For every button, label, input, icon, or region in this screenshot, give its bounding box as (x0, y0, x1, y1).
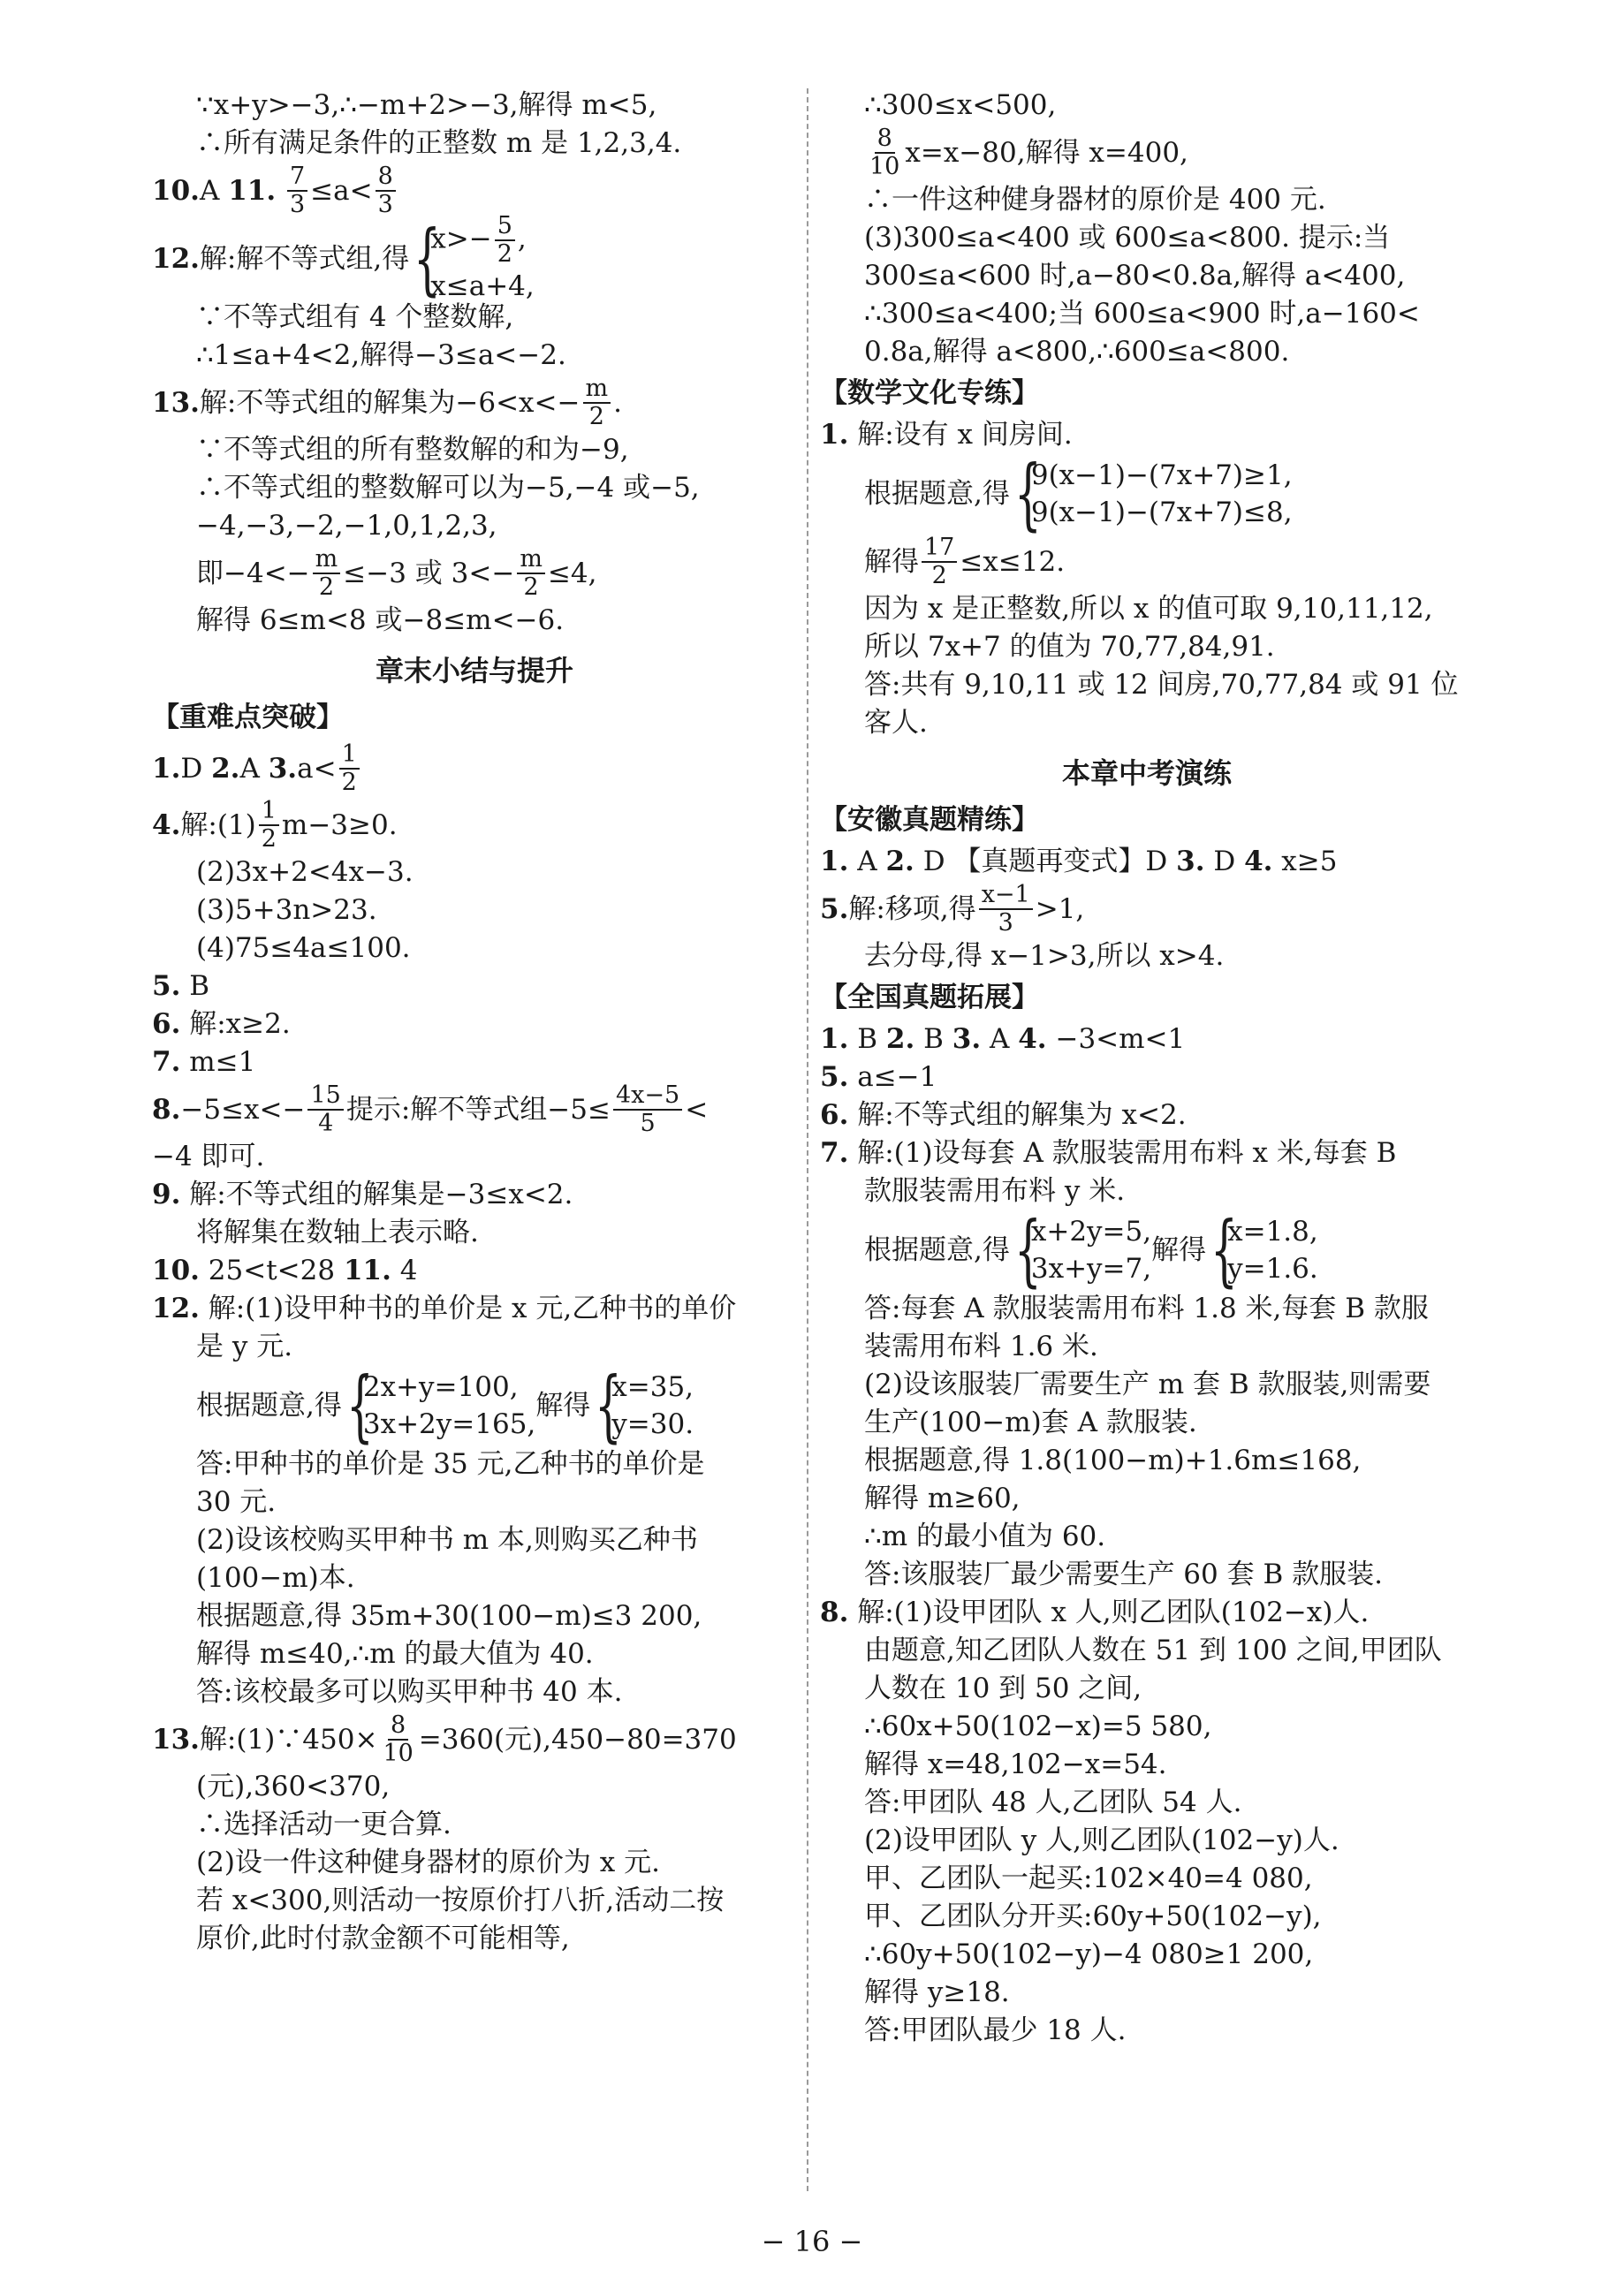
question-number: 1. (152, 752, 181, 785)
text-line: 30 元. (196, 1486, 277, 1518)
fraction: $\frac{m}{2}$ (517, 546, 545, 601)
answer-9: 9. 解:不等式组的解集是−3≤x<2. (152, 1179, 573, 1210)
text-line: 根据题意,得 35m+30(100−m)≤3 200, (196, 1600, 702, 1632)
answer-text: 解:解不等式组,得 (199, 242, 410, 275)
text-line: 解得 6≤m<8 或−8≤m<−6. (196, 604, 565, 636)
text-line: 答:甲团队 48 人,乙团队 54 人. (864, 1787, 1242, 1818)
answer-13b: 13. 解:(1)∵450× $\frac{8}{10}$ =360(元),450−80=370 (152, 1711, 737, 1767)
text-line: ∴不等式组的整数解可以为−5,−4 或−5, (196, 472, 700, 504)
text-line: 原价,此时付款金额不可能相等, (196, 1923, 570, 1954)
text-line: 解得 m≥60, (864, 1483, 1021, 1514)
text-line: (3)300≤a<400 或 600≤a<800. 提示:当 (864, 222, 1391, 254)
text-line: 装需用布料 1.6 米. (864, 1331, 1098, 1362)
text-line: 答:共有 9,10,11 或 12 间房,70,77,84 或 91 位 (864, 669, 1459, 701)
answer-8: 8. −5≤x<− $\frac{15}{4}$ 提示:解不等式组−5≤ $\frac{4x-5}{5}$ < (152, 1081, 709, 1137)
fraction: $\frac{4x-5}{5}$ (613, 1082, 682, 1137)
section-title: 章末小结与提升 (375, 654, 573, 687)
text-line: ∴60y+50(102−y)−4 080≥1 200, (864, 1938, 1314, 1970)
equation-system: { 9(x−1)−(7x+7)≥1, 9(x−1)−(7x+7)≤8, (1013, 448, 1293, 539)
fraction: $\frac{m}{2}$ (313, 546, 341, 601)
fraction: $\frac{8}{10}$ (869, 125, 900, 180)
text-line: (2)设该服装厂需要生产 m 套 B 款服装,则需要 (864, 1369, 1431, 1400)
text-line: 款服装需用布料 y 米. (864, 1175, 1126, 1207)
text-line: 答:甲种书的单价是 35 元,乙种书的单价是 (196, 1448, 705, 1480)
text-line: ∴所有满足条件的正整数 m 是 1,2,3,4. (196, 127, 682, 159)
equation-line: 根据题意,得 { 9(x−1)−(7x+7)≥1, 9(x−1)−(7x+7)≤8, (864, 448, 1293, 539)
text-line: 300≤a<600 时,a−80<0.8a,解得 a<400, (864, 260, 1406, 292)
text-line: 答:每套 A 款服装需用布料 1.8 米,每套 B 款服 (864, 1293, 1429, 1324)
text-line: 答:该服装厂最少需要生产 60 套 B 款服装. (864, 1559, 1383, 1590)
text-line: 解得 x=48,102−x=54. (864, 1749, 1167, 1780)
equation-system: { x>− $\frac{5}{2}$ , x≤a+4, (414, 212, 535, 304)
text-line: 由题意,知乙团队人数在 51 到 100 之间,甲团队 (864, 1635, 1442, 1666)
text-line: 答:甲团队最少 18 人. (864, 2014, 1127, 2046)
subsection-heading: 【全国真题拓展】 (820, 982, 1039, 1013)
text-line: (2)设甲团队 y 人,则乙团队(102−y)人. (864, 1824, 1339, 1856)
answer-text: ≤a< (310, 174, 373, 207)
question-number: 3. (268, 752, 298, 785)
equation-line: 根据题意,得 { x+2y=5, 3x+y=7, 解得 { x=1.8, y=1.6. (864, 1204, 1318, 1295)
answer-12b: 12. 解:(1)设甲种书的单价是 x 元,乙种书的单价 (152, 1293, 737, 1324)
question-number: 13. (152, 386, 200, 419)
fraction: $\frac{5}{2}$ (495, 213, 515, 268)
text-line: 解得 y≥18. (864, 1976, 1010, 2008)
text-line: 甲、乙团队分开买:60y+50(102−y), (864, 1900, 1322, 1932)
equation-system: { x=35, y=30. (595, 1360, 694, 1451)
fraction: $\frac{1}{2}$ (259, 798, 279, 853)
fraction: $\frac{17}{2}$ (922, 535, 957, 589)
fraction: $\frac{x-1}{3}$ (979, 882, 1033, 937)
text-line: 将解集在数轴上表示略. (196, 1217, 479, 1248)
text-line: ∴1≤a+4<2,解得−3≤a<−2. (196, 339, 566, 371)
national-answers-1-4: 1. B 2. B 3. A 4. −3<m<1 (820, 1023, 1186, 1055)
text-line: (4)75≤4a≤100. (196, 932, 411, 964)
answers-1-3: 1. D 2. A 3. a< $\frac{1}{2}$ (152, 740, 797, 797)
page-number: − 16 − (761, 2225, 863, 2258)
answer-12 (152, 212, 797, 304)
anhui-answers-1-4: 1. A 2. D 【真题再变式】D 3. D 4. x≥5 (820, 846, 1338, 877)
text-line: ∴m 的最小值为 60. (864, 1521, 1106, 1552)
fraction: $\frac{7}{3}$ (287, 163, 307, 218)
text-line: 解得 m≤40,∴m 的最大值为 40. (196, 1638, 594, 1670)
text-line: $\frac{8}{10}$ x=x−80,解得 x=400, (820, 125, 1474, 181)
text-line: (3)5+3n>23. (196, 894, 377, 926)
subsection-heading: 【安徽真题精练】 (820, 804, 1039, 836)
national-answer-8: 8. 解:(1)设甲团队 x 人,则乙团队(102−x)人. (820, 1597, 1370, 1628)
answer-10-11b: 10. 25<t<28 11. 4 (152, 1255, 418, 1286)
text-line: ∵不等式组有 4 个整数解, (196, 301, 514, 333)
text-line: (2)3x+2<4x−3. (196, 856, 414, 888)
text-line: (元),360<370, (196, 1771, 391, 1802)
answer-10-11 (152, 163, 797, 219)
text-line: −4 即可. (152, 1141, 265, 1172)
question-number: 12. (152, 242, 200, 275)
national-answer-7: 7. 解:(1)设每套 A 款服装需用布料 x 米,每套 B (820, 1137, 1397, 1169)
text-line: (2)设一件这种健身器材的原价为 x 元. (196, 1847, 660, 1878)
answer-text: 解:不等式组的解集为−6<x<− (199, 386, 581, 419)
text-line: 0.8a,解得 a<800,∴600≤a<800. (864, 336, 1290, 368)
text-line: 答:该校最多可以购买甲种书 40 本. (196, 1676, 623, 1708)
equation-system: { x+2y=5, 3x+y=7, (1013, 1204, 1152, 1295)
answer-5: 5. B (152, 970, 210, 1002)
text-line: (100−m)本. (196, 1562, 355, 1594)
text-line: −4,−3,−2,−1,0,1,2,3, (196, 510, 497, 542)
text-line: 生产(100−m)套 A 款服装. (864, 1407, 1197, 1438)
text-line: 根据题意,得 1.8(100−m)+1.6m≤168, (864, 1445, 1362, 1476)
fraction: $\frac{8}{3}$ (376, 163, 396, 218)
text-line: 是 y 元. (196, 1331, 293, 1362)
anhui-answer-5: 5. 解:移项,得 $\frac{x-1}{3}$ >1, (820, 881, 1085, 937)
equation-system: { 2x+y=100, 3x+2y=165, (345, 1360, 536, 1451)
text-line: 所以 7x+7 的值为 70,77,84,91. (864, 631, 1275, 663)
question-number: 4. (152, 808, 181, 841)
section-title: 本章中考演练 (1061, 756, 1232, 790)
text-line: 去分母,得 x−1>3,所以 x>4. (864, 940, 1225, 972)
text-line: ∴60x+50(102−x)=5 580, (864, 1711, 1212, 1742)
text-line: 即−4<− $\frac{m}{2}$ ≤−3 或 3<− $\frac{m}{2}$ ≤4, (196, 545, 597, 601)
fraction: $\frac{m}{2}$ (583, 376, 611, 430)
column-divider (807, 88, 808, 2191)
text-line: ∵x+y>−3,∴−m+2>−3,解得 m<5, (196, 89, 657, 121)
fraction: $\frac{1}{2}$ (339, 741, 360, 796)
equation-line: 根据题意,得 { 2x+y=100, 3x+2y=165, 解得 { x=35, y=30. (196, 1360, 694, 1451)
answer-4: 4. 解:(1) $\frac{1}{2}$ m−3≥0. (152, 797, 398, 853)
question-number: 11. (228, 174, 277, 207)
equation-system: { x=1.8, y=1.6. (1210, 1204, 1318, 1295)
left-column (152, 87, 797, 1958)
text-line: 甲、乙团队一起买:102×40=4 080, (864, 1862, 1313, 1894)
text-line: (2)设该校购买甲种书 m 本,则购买乙种书 (196, 1524, 698, 1556)
answer-7: 7. m≤1 (152, 1046, 256, 1078)
answer-6: 6. 解:x≥2. (152, 1008, 291, 1040)
question-number: 10. (152, 174, 200, 207)
answer-text: A (199, 174, 220, 207)
text-line: ∵不等式组的所有整数解的和为−9, (196, 434, 629, 466)
text-line: 解得 $\frac{17}{2}$ ≤x≤12. (864, 534, 1066, 589)
text-line: ∴300≤x<500, (864, 89, 1057, 121)
text-line: 若 x<300,则活动一按原价打八折,活动二按 (196, 1885, 725, 1916)
text-line: ∴一件这种健身器材的原价是 400 元. (864, 184, 1326, 216)
text-line: 客人. (864, 707, 928, 739)
national-answer-5: 5. a≤−1 (820, 1061, 937, 1093)
text-line: ∴300≤a<400;当 600≤a<900 时,a−160< (864, 298, 1420, 330)
subsection-heading: 【数学文化专练】 (820, 377, 1039, 409)
subsection-heading: 【重难点突破】 (152, 702, 344, 733)
right-column (820, 87, 1474, 2050)
text-line: 因为 x 是正整数,所以 x 的值可取 9,10,11,12, (864, 593, 1433, 625)
fraction: $\frac{8}{10}$ (383, 1711, 414, 1767)
answer-13: 13. 解:不等式组的解集为−6<x<− $\frac{m}{2}$ . (152, 375, 622, 430)
fraction: $\frac{15}{4}$ (307, 1082, 343, 1137)
text-line: ∴选择活动一更合算. (196, 1809, 452, 1840)
question-number: 2. (211, 752, 240, 785)
culture-answer-1: 1. 解:设有 x 间房间. (820, 419, 1073, 451)
national-answer-6: 6. 解:不等式组的解集为 x<2. (820, 1099, 1187, 1131)
text-line: 人数在 10 到 50 之间, (864, 1673, 1142, 1704)
